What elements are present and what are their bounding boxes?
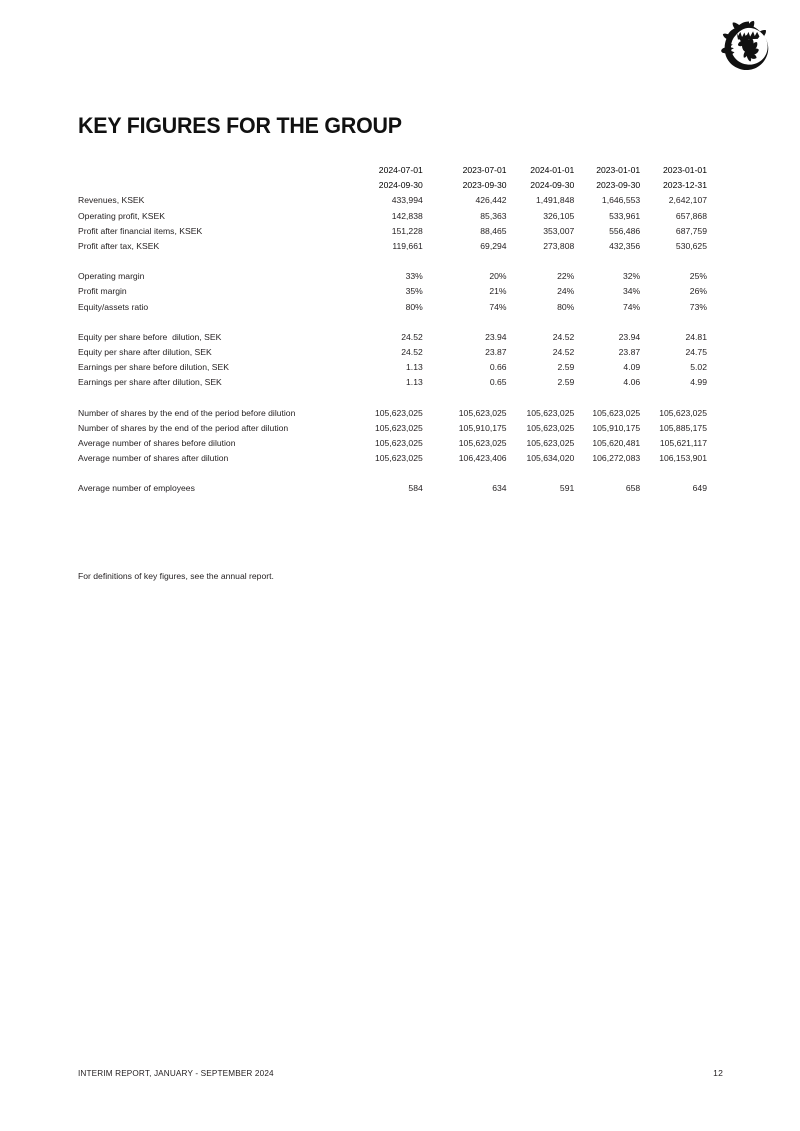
row-value: 105,620,481 [592,438,641,449]
row-value: 105,623,025 [374,438,423,449]
row-value: 106,272,083 [592,453,641,464]
row-value: 433,994 [391,195,423,206]
row-value: 1.13 [406,377,423,388]
row-value: 533,961 [609,210,641,221]
row-label: Average number of shares before dilution [78,438,236,449]
row-value: 24% [557,286,575,297]
table-row [78,451,707,466]
row-value: 23.87 [618,347,641,358]
row-value: 4.06 [623,377,641,388]
row-label: Equity per share before dilution, SEK [78,331,222,342]
row-value: 556,486 [609,225,641,236]
row-label: Equity per share after dilution, SEK [78,347,212,358]
table-body [78,193,707,496]
row-value: 24.52 [552,347,575,358]
row-value: 105,623,025 [592,407,641,418]
row-label: Profit after tax, KSEK [78,241,160,252]
row-value: 20% [489,271,507,282]
row-value: 584 [408,483,423,494]
row-value: 32% [622,271,641,282]
row-value: 74% [489,301,507,312]
row-value: 326,105 [543,210,575,221]
row-value: 105,910,175 [458,422,507,433]
page-footer [78,1068,723,1078]
row-value: 105,910,175 [592,422,641,433]
header-row-period-end [78,178,707,193]
row-value: 105,623,025 [526,407,575,418]
row-value: 105,885,175 [659,422,707,433]
row-value: 105,623,025 [374,453,423,464]
column-header-start-4: 2023-01-01 [596,165,641,175]
spacer-cell [78,391,707,406]
table-group-spacer [78,391,707,406]
row-value: 80% [405,301,423,312]
row-label: Average number of employees [78,483,195,494]
row-value: 105,623,025 [526,438,575,449]
footer-page-number: 12 [713,1068,723,1078]
row-value: 105,623,025 [659,407,707,418]
row-label: Profit margin [78,286,127,297]
row-value: 23.94 [485,331,507,342]
column-header-start-5: 2023-01-01 [663,165,707,175]
row-value: 2.59 [557,377,575,388]
row-value: 24.75 [685,347,707,358]
row-value: 24.81 [685,331,707,342]
table-row [78,300,707,315]
row-value: 657,868 [675,210,707,221]
row-value: 658 [625,483,641,494]
spacer-cell [78,254,707,269]
row-label: Number of shares by the end of the period after dilution [78,422,289,433]
row-label: Number of shares by the end of the period before dilution [78,407,296,418]
table-row [78,360,707,375]
column-header-end-1: 2024-09-30 [378,180,423,191]
row-value: 24.52 [401,331,423,342]
row-value: 1.13 [406,362,423,373]
key-figures-table [78,163,707,497]
table-header [78,163,707,193]
row-value: 25% [689,271,707,282]
table-row [78,193,707,208]
header-label-cell-2 [78,178,353,193]
row-value: 106,423,406 [458,453,507,464]
column-header-end-3: 2024-09-30 [530,180,575,191]
row-value: 35% [405,286,423,297]
table-row [78,436,707,451]
header-label-cell [78,163,353,178]
row-value: 88,465 [480,225,507,236]
row-value: 353,007 [543,225,575,236]
row-value: 530,625 [675,241,707,252]
header-row-period-start [78,163,707,178]
table-row [78,284,707,299]
row-value: 80% [557,301,575,312]
table-row [78,269,707,284]
row-value: 151,228 [391,225,423,236]
row-value: 591 [559,483,575,494]
table-group-spacer [78,466,707,481]
row-value: 22% [557,271,575,282]
table-group-spacer [78,315,707,330]
row-value: 432,356 [609,241,641,252]
company-logo [720,18,778,76]
row-value: 24.52 [401,347,423,358]
row-label: Operating margin [78,271,145,282]
row-value: 69,294 [480,241,507,252]
row-label: Profit after financial items, KSEK [78,225,203,236]
row-value: 74% [622,301,641,312]
row-value: 105,621,117 [659,438,707,449]
row-label: Revenues, KSEK [78,195,145,206]
row-value: 85,363 [480,210,507,221]
table-row [78,239,707,254]
row-value: 105,634,020 [526,453,575,464]
row-value: 4.09 [623,362,641,373]
row-value: 2.59 [557,362,575,373]
row-value: 1,491,848 [536,195,575,206]
row-value: 33% [405,271,423,282]
row-value: 26% [689,286,707,297]
row-value: 34% [622,286,641,297]
row-value: 105,623,025 [374,407,423,418]
row-label: Operating profit, KSEK [78,210,165,221]
row-value: 105,623,025 [458,438,507,449]
row-value: 0.65 [489,377,507,388]
spacer-cell [78,466,707,481]
table-row [78,345,707,360]
row-value: 4.99 [690,377,707,388]
table-row [78,209,707,224]
row-value: 273,808 [543,241,575,252]
row-value: 0.66 [489,362,507,373]
spacer-cell [78,315,707,330]
row-value: 105,623,025 [526,422,575,433]
row-value: 23.94 [618,331,641,342]
table-row [78,406,707,421]
table-group-spacer [78,254,707,269]
column-header-start-3: 2024-01-01 [530,165,575,175]
row-label: Equity/assets ratio [78,301,149,312]
table-row [78,375,707,390]
row-value: 687,759 [675,225,707,236]
column-header-start-2: 2023-07-01 [462,165,507,175]
footer-report-label: INTERIM REPORT, JANUARY - SEPTEMBER 2024 [78,1069,274,1078]
row-value: 649 [692,483,707,494]
row-label: Earnings per share after dilution, SEK [78,377,222,388]
row-value: 73% [689,301,707,312]
row-value: 21% [489,286,507,297]
column-header-end-5: 2023-12-31 [663,180,707,191]
column-header-end-2: 2023-09-30 [462,180,507,191]
row-value: 2,642,107 [668,195,707,206]
row-value: 119,661 [392,241,423,252]
column-header-start-1: 2024-07-01 [378,165,423,175]
definitions-note: For definitions of key figures, see the annual report. [78,571,274,581]
row-value: 23.87 [485,347,507,358]
row-label: Earnings per share before dilution, SEK [78,362,229,373]
row-value: 105,623,025 [374,422,423,433]
row-value: 105,623,025 [458,407,507,418]
row-value: 142,838 [391,210,423,221]
column-header-end-4: 2023-09-30 [596,180,641,191]
row-value: 24.52 [552,331,575,342]
table-row [78,330,707,345]
row-label: Average number of shares after dilution [78,453,229,464]
row-value: 5.02 [690,362,707,373]
table-row [78,481,707,496]
row-value: 426,442 [475,195,507,206]
table-row [78,224,707,239]
row-value: 1,646,553 [601,195,641,206]
row-value: 106,153,901 [659,453,707,464]
table-row [78,421,707,436]
page-title: KEY FIGURES FOR THE GROUP [78,113,402,138]
row-value: 634 [492,483,507,494]
